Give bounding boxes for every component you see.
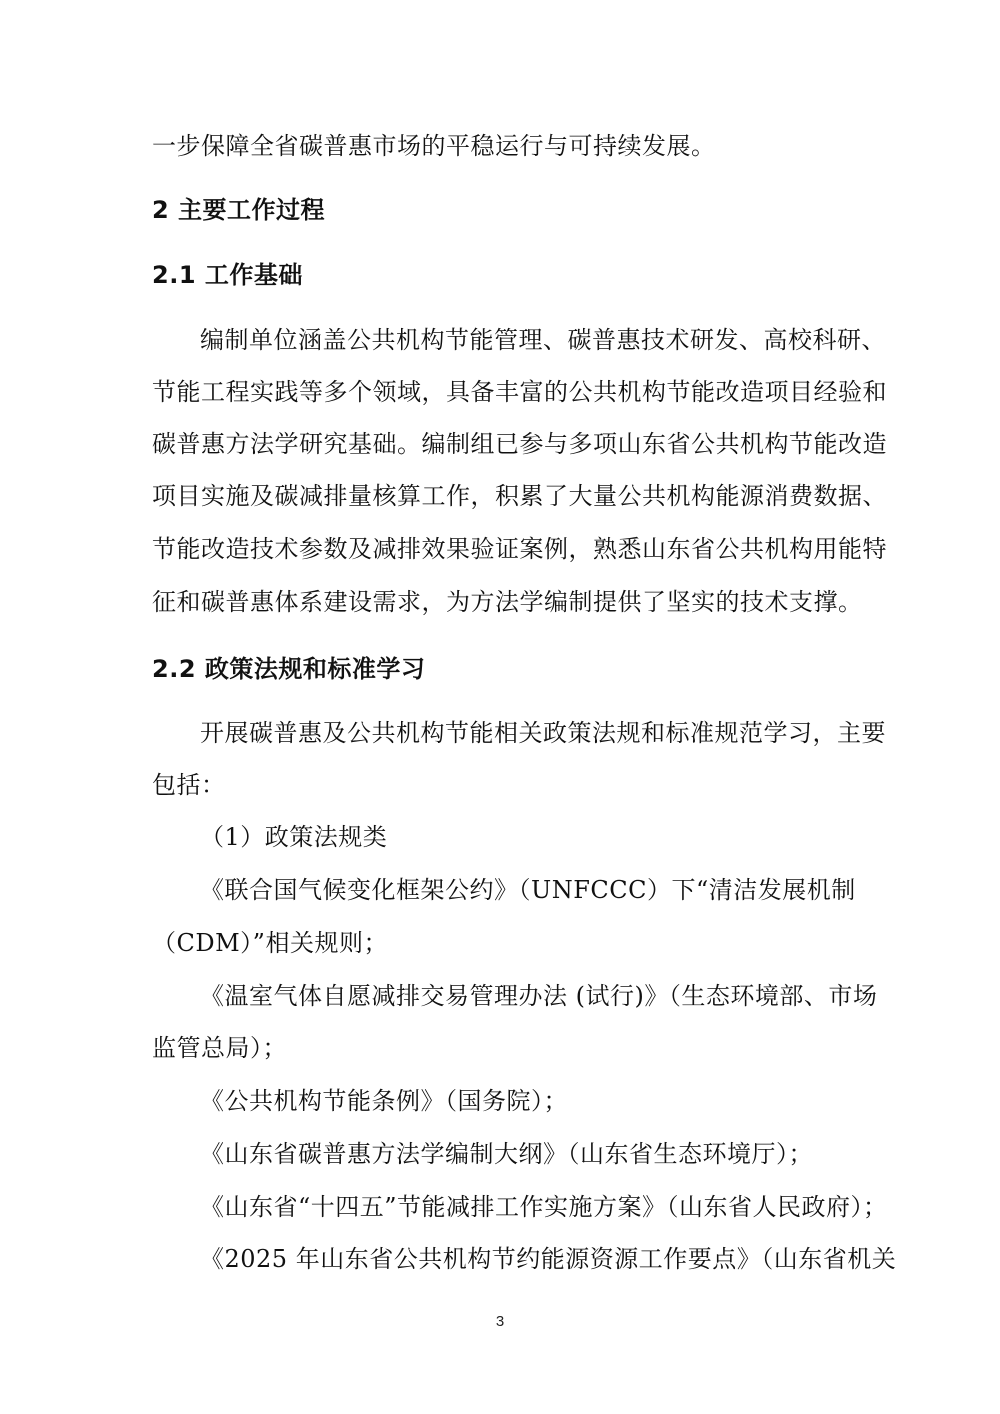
- subsection-heading: 2.1 工作基础: [152, 261, 303, 289]
- paragraph-line: 征和碳普惠体系建设需求，为方法学编制提供了坚实的技术支撑。: [152, 588, 863, 616]
- section-heading: 2 主要工作过程: [152, 196, 326, 224]
- paragraph-line: 编制单位涵盖公共机构节能管理、碳普惠技术研发、高校科研、: [200, 326, 886, 354]
- reference-line: 《温室气体自愿减排交易管理办法 (试行)》（生态环境部、市场: [200, 982, 878, 1010]
- page-number: 3: [495, 1313, 505, 1330]
- paragraph-line: 开展碳普惠及公共机构节能相关政策法规和标准规范学习，主要: [200, 719, 886, 747]
- reference-line: 《山东省“十四五”节能减排工作实施方案》（山东省人民政府）；: [200, 1193, 888, 1221]
- subsection-heading: 2.2 政策法规和标准学习: [152, 655, 426, 683]
- paragraph-line: 包括：: [152, 771, 226, 799]
- reference-line: （CDM）”相关规则；: [152, 929, 388, 957]
- paragraph-line: 项目实施及碳减排量核算工作，积累了大量公共机构能源消费数据、: [152, 482, 887, 510]
- paragraph-line: 一步保障全省碳普惠市场的平稳运行与可持续发展。: [152, 132, 716, 160]
- paragraph-line: 节能改造技术参数及减排效果验证案例，熟悉山东省公共机构用能特: [152, 535, 887, 563]
- reference-line: 《2025 年山东省公共机构节约能源资源工作要点》（山东省机关: [200, 1245, 897, 1273]
- reference-line: 《公共机构节能条例》（国务院）；: [200, 1087, 568, 1115]
- paragraph-line: 节能工程实践等多个领域，具备丰富的公共机构节能改造项目经验和: [152, 378, 887, 406]
- list-heading: （1）政策法规类: [200, 823, 388, 851]
- reference-line: 《联合国气候变化框架公约》（UNFCCC）下“清洁发展机制: [200, 876, 856, 904]
- reference-line: 监管总局）；: [152, 1034, 287, 1062]
- paragraph-line: 碳普惠方法学研究基础。编制组已参与多项山东省公共机构节能改造: [152, 430, 887, 458]
- reference-line: 《山东省碳普惠方法学编制大纲》（山东省生态环境厅）；: [200, 1140, 813, 1168]
